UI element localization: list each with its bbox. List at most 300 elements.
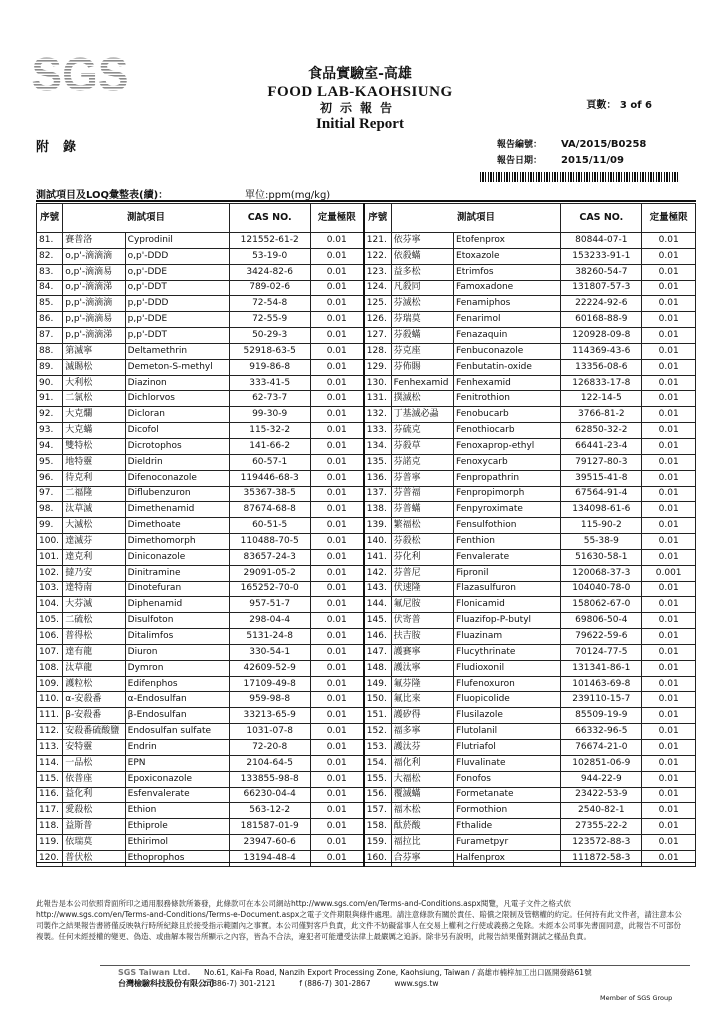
row-number: 152. bbox=[364, 724, 391, 740]
cas-number: 919-86-8 bbox=[229, 359, 310, 375]
item-en: Fenbutatin-oxide bbox=[454, 359, 561, 375]
table-row bbox=[37, 629, 696, 645]
item-zh: 大福松 bbox=[391, 771, 453, 787]
loq-value: 0.01 bbox=[310, 771, 364, 787]
item-en: Flufenoxuron bbox=[454, 676, 561, 692]
item-zh: 汰草龍 bbox=[63, 660, 125, 676]
table-row bbox=[37, 470, 696, 486]
item-en: Fenamiphos bbox=[454, 296, 561, 312]
cas-number: 115-32-2 bbox=[229, 423, 310, 439]
item-zh: o,p'-滴滴滴 bbox=[63, 248, 125, 264]
item-zh: 滅賜松 bbox=[63, 359, 125, 375]
item-en: EPN bbox=[125, 755, 229, 771]
item-zh: 護汰芬 bbox=[391, 740, 453, 756]
table-row bbox=[37, 359, 696, 375]
item-en: Flutolanil bbox=[454, 724, 561, 740]
item-en: Ethion bbox=[125, 803, 229, 819]
item-en: Fluazifop-P-butyl bbox=[454, 613, 561, 629]
cas-number: 83657-24-3 bbox=[229, 549, 310, 565]
item-en: Flonicamid bbox=[454, 597, 561, 613]
item-zh: 益多松 bbox=[391, 264, 453, 280]
loq-value: 0.01 bbox=[310, 470, 364, 486]
item-zh: 伏寄普 bbox=[391, 613, 453, 629]
row-number: 139. bbox=[364, 518, 391, 534]
row-number: 101. bbox=[37, 549, 63, 565]
row-number: 91. bbox=[37, 391, 63, 407]
row-number: 97. bbox=[37, 486, 63, 502]
cas-number: 29091-05-2 bbox=[229, 565, 310, 581]
item-en: Diuron bbox=[125, 644, 229, 660]
cas-number: 181587-01-9 bbox=[229, 819, 310, 835]
item-zh: 待克利 bbox=[63, 470, 125, 486]
cas-number: 298-04-4 bbox=[229, 613, 310, 629]
address: No.61, Kai-Fa Road, Nanzih Export Processing Zone, Kaohsiung, Taiwan / 高雄市楠梓加工出口區開發路61號 bbox=[204, 968, 592, 977]
table-row bbox=[37, 407, 696, 423]
item-zh: 雙特松 bbox=[63, 438, 125, 454]
row-number: 84. bbox=[37, 280, 63, 296]
loq-value: 0.01 bbox=[642, 438, 696, 454]
row-number: 115. bbox=[37, 771, 63, 787]
cas-number: 66441-23-4 bbox=[561, 438, 642, 454]
top-rule bbox=[36, 200, 696, 202]
row-number: 123. bbox=[364, 264, 391, 280]
loq-value: 0.01 bbox=[310, 343, 364, 359]
row-number: 113. bbox=[37, 740, 63, 756]
cas-number: 60-57-1 bbox=[229, 454, 310, 470]
item-zh: 依瑞莫 bbox=[63, 835, 125, 851]
item-en: α-Endosulfan bbox=[125, 692, 229, 708]
cas-number: 69806-50-4 bbox=[561, 613, 642, 629]
loq-value: 0.01 bbox=[642, 850, 696, 866]
loq-value: 0.01 bbox=[642, 835, 696, 851]
item-en: Dinotefuran bbox=[125, 581, 229, 597]
item-zh: 芬普蟎 bbox=[391, 502, 453, 518]
row-number: 132. bbox=[364, 407, 391, 423]
loq-value: 0.01 bbox=[310, 518, 364, 534]
item-en: p,p'-DDT bbox=[125, 328, 229, 344]
loq-value: 0.01 bbox=[642, 629, 696, 645]
loq-value: 0.01 bbox=[642, 407, 696, 423]
cas-number: 120068-37-3 bbox=[561, 565, 642, 581]
item-zh: α-安殺番 bbox=[63, 692, 125, 708]
loq-value: 0.01 bbox=[310, 486, 364, 502]
row-number: 89. bbox=[37, 359, 63, 375]
row-number: 83. bbox=[37, 264, 63, 280]
item-zh: 依普座 bbox=[63, 771, 125, 787]
item-en: Fludioxonil bbox=[454, 660, 561, 676]
item-en: Dimethomorph bbox=[125, 534, 229, 550]
row-number: 125. bbox=[364, 296, 391, 312]
row-number: 135. bbox=[364, 454, 391, 470]
table-row bbox=[37, 803, 696, 819]
loq-value: 0.01 bbox=[642, 248, 696, 264]
cas-number: 13194-48-4 bbox=[229, 850, 310, 866]
loq-value: 0.01 bbox=[642, 391, 696, 407]
cas-number: 3766-81-2 bbox=[561, 407, 642, 423]
cas-number: 131341-86-1 bbox=[561, 660, 642, 676]
appendix-heading: 附錄 bbox=[36, 140, 91, 155]
item-en: p,p'-DDE bbox=[125, 312, 229, 328]
row-number: 100. bbox=[37, 534, 63, 550]
row-number: 90. bbox=[37, 375, 63, 391]
item-en: Fipronil bbox=[454, 565, 561, 581]
loq-value: 0.01 bbox=[642, 296, 696, 312]
row-number: 130. bbox=[364, 375, 391, 391]
item-zh: o,p'-滴滴易 bbox=[63, 264, 125, 280]
loq-value: 0.01 bbox=[310, 549, 364, 565]
item-zh: β-安殺番 bbox=[63, 708, 125, 724]
page-label: 頁數： bbox=[586, 100, 617, 111]
item-en: Dinitramine bbox=[125, 565, 229, 581]
item-zh: 達特南 bbox=[63, 581, 125, 597]
loq-value: 0.01 bbox=[310, 819, 364, 835]
cas-number: 153233-91-1 bbox=[561, 248, 642, 264]
item-en: Ethirimol bbox=[125, 835, 229, 851]
cas-number: 141-66-2 bbox=[229, 438, 310, 454]
row-number: 145. bbox=[364, 613, 391, 629]
cas-number: 133855-98-8 bbox=[229, 771, 310, 787]
col-loq-2: 定量極限 bbox=[642, 204, 696, 233]
loq-value: 0.01 bbox=[310, 248, 364, 264]
header-zh-subtitle: 初示報告 bbox=[319, 100, 400, 115]
cas-number: 35367-38-5 bbox=[229, 486, 310, 502]
sgs-logo-text: SGS bbox=[31, 48, 129, 96]
loq-value: 0.01 bbox=[642, 375, 696, 391]
table-row bbox=[37, 518, 696, 534]
loq-value: 0.01 bbox=[642, 454, 696, 470]
item-en: Fenpropathrin bbox=[454, 470, 561, 486]
item-en: Disulfoton bbox=[125, 613, 229, 629]
item-zh: 芬硫克 bbox=[391, 423, 453, 439]
table-row bbox=[37, 486, 696, 502]
item-en: Furametpyr bbox=[454, 835, 561, 851]
table-row bbox=[37, 644, 696, 660]
item-zh: 芬瑞莫 bbox=[391, 312, 453, 328]
loq-value: 0.01 bbox=[310, 534, 364, 550]
loq-value: 0.01 bbox=[642, 787, 696, 803]
cas-number: 60168-88-9 bbox=[561, 312, 642, 328]
report-no-value: VA/2015/B0258 bbox=[561, 139, 647, 150]
cas-number: 53-19-0 bbox=[229, 248, 310, 264]
cas-number: 60-51-5 bbox=[229, 518, 310, 534]
row-number: 98. bbox=[37, 502, 63, 518]
row-number: 146. bbox=[364, 629, 391, 645]
item-zh: 賽普洛 bbox=[63, 233, 125, 249]
item-zh: 大滅松 bbox=[63, 518, 125, 534]
row-number: 116. bbox=[37, 787, 63, 803]
cas-number: 51630-58-1 bbox=[561, 549, 642, 565]
cas-number: 42609-52-9 bbox=[229, 660, 310, 676]
loq-value: 0.01 bbox=[642, 233, 696, 249]
item-zh: 繁福松 bbox=[391, 518, 453, 534]
col-no-2: 序號 bbox=[364, 204, 391, 233]
header-en-subtitle: Initial Report bbox=[316, 116, 404, 133]
item-en: Fenpyroximate bbox=[454, 502, 561, 518]
loq-value: 0.01 bbox=[310, 233, 364, 249]
loq-value: 0.01 bbox=[310, 375, 364, 391]
item-zh: 安殺番硫酸鹽 bbox=[63, 724, 125, 740]
table-row bbox=[37, 296, 696, 312]
item-zh: 護矽得 bbox=[391, 708, 453, 724]
item-en: Halfenprox bbox=[454, 850, 561, 866]
cas-number: 13356-08-6 bbox=[561, 359, 642, 375]
cas-number: 33213-65-9 bbox=[229, 708, 310, 724]
cas-number: 2540-82-1 bbox=[561, 803, 642, 819]
row-number: 143. bbox=[364, 581, 391, 597]
row-number: 96. bbox=[37, 470, 63, 486]
loq-value: 0.01 bbox=[642, 676, 696, 692]
row-number: 128. bbox=[364, 343, 391, 359]
item-en: Epoxiconazole bbox=[125, 771, 229, 787]
cas-number: 38260-54-7 bbox=[561, 264, 642, 280]
cas-number: 79127-80-3 bbox=[561, 454, 642, 470]
row-number: 103. bbox=[37, 581, 63, 597]
cas-number: 119446-68-3 bbox=[229, 470, 310, 486]
item-zh: 芬滅松 bbox=[391, 296, 453, 312]
loq-value: 0.01 bbox=[310, 613, 364, 629]
row-number: 126. bbox=[364, 312, 391, 328]
cas-number: 131807-57-3 bbox=[561, 280, 642, 296]
header-en-title: FOOD LAB-KAOHSIUNG bbox=[267, 83, 453, 100]
cas-number: 72-55-9 bbox=[229, 312, 310, 328]
loq-value: 0.01 bbox=[310, 438, 364, 454]
item-en: Endosulfan sulfate bbox=[125, 724, 229, 740]
item-en: Diniconazole bbox=[125, 549, 229, 565]
table-row bbox=[37, 850, 696, 866]
cas-number: 333-41-5 bbox=[229, 375, 310, 391]
cas-number: 134098-61-6 bbox=[561, 502, 642, 518]
item-en: Dimethoate bbox=[125, 518, 229, 534]
item-zh: 芬克座 bbox=[391, 343, 453, 359]
footer-rule bbox=[100, 965, 690, 966]
cas-number: 101463-69-8 bbox=[561, 676, 642, 692]
loq-value: 0.01 bbox=[310, 787, 364, 803]
table-row bbox=[37, 660, 696, 676]
loq-value: 0.01 bbox=[642, 502, 696, 518]
cas-number: 67564-91-4 bbox=[561, 486, 642, 502]
item-en: Fenoxycarb bbox=[454, 454, 561, 470]
cas-number: 23422-53-9 bbox=[561, 787, 642, 803]
cas-number: 126833-17-8 bbox=[561, 375, 642, 391]
item-en: Endrin bbox=[125, 740, 229, 756]
item-en: Cyprodinil bbox=[125, 233, 229, 249]
item-en: Dicofol bbox=[125, 423, 229, 439]
cas-number: 99-30-9 bbox=[229, 407, 310, 423]
loq-value: 0.01 bbox=[642, 486, 696, 502]
row-number: 133. bbox=[364, 423, 391, 439]
col-cas-2: CAS NO. bbox=[561, 204, 642, 233]
row-number: 136. bbox=[364, 470, 391, 486]
loq-value: 0.01 bbox=[310, 708, 364, 724]
loq-table bbox=[36, 203, 696, 867]
cas-number: 39515-41-8 bbox=[561, 470, 642, 486]
col-item-2: 測試項目 bbox=[391, 204, 561, 233]
item-zh: 汰草滅 bbox=[63, 502, 125, 518]
report-date-value: 2015/11/09 bbox=[561, 155, 624, 166]
loq-value: 0.01 bbox=[642, 264, 696, 280]
row-number: 148. bbox=[364, 660, 391, 676]
loq-value: 0.01 bbox=[310, 755, 364, 771]
table-row bbox=[37, 280, 696, 296]
item-zh: 扶吉胺 bbox=[391, 629, 453, 645]
report-date-label: 報告日期： bbox=[497, 156, 543, 166]
cas-number: 944-22-9 bbox=[561, 771, 642, 787]
table-row bbox=[37, 787, 696, 803]
phone: t (886-7) 301-2121 bbox=[204, 979, 276, 988]
cas-number: 239110-15-7 bbox=[561, 692, 642, 708]
cas-number: 110488-70-5 bbox=[229, 534, 310, 550]
item-zh: 二硫松 bbox=[63, 613, 125, 629]
loq-value: 0.01 bbox=[642, 771, 696, 787]
loq-value: 0.01 bbox=[642, 803, 696, 819]
cas-number: 23947-60-6 bbox=[229, 835, 310, 851]
row-number: 156. bbox=[364, 787, 391, 803]
row-number: 159. bbox=[364, 835, 391, 851]
item-zh: 益化利 bbox=[63, 787, 125, 803]
table-row bbox=[37, 819, 696, 835]
item-zh: 依芬寧 bbox=[391, 233, 453, 249]
loq-value: 0.01 bbox=[642, 755, 696, 771]
cas-number: 104040-78-0 bbox=[561, 581, 642, 597]
row-number: 102. bbox=[37, 565, 63, 581]
row-number: 140. bbox=[364, 534, 391, 550]
col-item: 測試項目 bbox=[63, 204, 229, 233]
page-number bbox=[586, 96, 652, 111]
item-en: Fenoxaprop-ethyl bbox=[454, 438, 561, 454]
item-zh: 氟芬隆 bbox=[391, 676, 453, 692]
report-header bbox=[230, 66, 490, 133]
item-zh: 氟比來 bbox=[391, 692, 453, 708]
item-zh: 芬佈賜 bbox=[391, 359, 453, 375]
cas-number: 62-73-7 bbox=[229, 391, 310, 407]
cas-number: 66332-96-5 bbox=[561, 724, 642, 740]
item-en: Ditalimfos bbox=[125, 629, 229, 645]
cas-number: 27355-22-2 bbox=[561, 819, 642, 835]
table-row bbox=[37, 740, 696, 756]
item-zh: 合芬寧 bbox=[391, 850, 453, 866]
col-cas: CAS NO. bbox=[229, 204, 310, 233]
barcode bbox=[480, 172, 680, 182]
item-en: Ethiprole bbox=[125, 819, 229, 835]
row-number: 104. bbox=[37, 597, 63, 613]
row-number: 151. bbox=[364, 708, 391, 724]
row-number: 147. bbox=[364, 644, 391, 660]
item-zh: 地特靈 bbox=[63, 454, 125, 470]
cas-number: 114369-43-6 bbox=[561, 343, 642, 359]
row-number: 158. bbox=[364, 819, 391, 835]
table-row bbox=[37, 597, 696, 613]
table-row bbox=[37, 375, 696, 391]
item-zh: 達克利 bbox=[63, 549, 125, 565]
loq-value: 0.01 bbox=[310, 629, 364, 645]
item-en: Diazinon bbox=[125, 375, 229, 391]
website[interactable]: www.sgs.tw bbox=[394, 979, 439, 988]
loq-value: 0.01 bbox=[642, 581, 696, 597]
cas-number: 2104-64-5 bbox=[229, 755, 310, 771]
loq-value: 0.01 bbox=[310, 692, 364, 708]
table-row bbox=[37, 248, 696, 264]
item-zh: 芬化利 bbox=[391, 549, 453, 565]
cas-number: 72-20-8 bbox=[229, 740, 310, 756]
row-number: 149. bbox=[364, 676, 391, 692]
item-en: Fenbuconazole bbox=[454, 343, 561, 359]
row-number: 111. bbox=[37, 708, 63, 724]
cas-number: 3424-82-6 bbox=[229, 264, 310, 280]
loq-value: 0.01 bbox=[642, 534, 696, 550]
loq-value: 0.01 bbox=[642, 549, 696, 565]
row-number: 127. bbox=[364, 328, 391, 344]
item-zh: 丁基滅必蝨 bbox=[391, 407, 453, 423]
item-en: Deltamethrin bbox=[125, 343, 229, 359]
item-en: Dicloran bbox=[125, 407, 229, 423]
item-zh: 覆滅蟎 bbox=[391, 787, 453, 803]
loq-value: 0.01 bbox=[310, 359, 364, 375]
table-row bbox=[37, 771, 696, 787]
disclaimer: 此報告是本公司依照背面所印之通用服務條款所簽發，此條款可在本公司網站http://www.sgs.com/en/Terms-and-Conditions.aspx閱覽，凡電子文件之格式依http://www.sgs.com/en/Terms-and-Conditions/Terms-e-Document.aspx之電子文件期限與條件處理。請注意條款有關於責任、賠償之限制及管轄權的約定。任何持有此文件者，請注意本公司製作之結果報告書將僅反映執行時所紀錄且於接受指示範圍內之事實。本公司僅對客戶負責，此文件不妨礙當事人在交易上權利之行使或義務之免除。未經本公司事先書面同意，此報告不可部份複製。任何未經授權的變更、偽造、或曲解本報告所顯示之內容，皆為不合法，違犯者可能遭受法律上最嚴厲之追訴。除非另有說明，此報告結果僅對測試之樣品負責。 bbox=[36, 899, 682, 941]
cas-number: 122-14-5 bbox=[561, 391, 642, 407]
row-number: 109. bbox=[37, 676, 63, 692]
loq-value: 0.01 bbox=[310, 597, 364, 613]
loq-value: 0.01 bbox=[642, 644, 696, 660]
item-en: Famoxadone bbox=[454, 280, 561, 296]
item-zh: 二氯松 bbox=[63, 391, 125, 407]
row-number: 81. bbox=[37, 233, 63, 249]
company-zh: 台灣檢驗科技股份有限公司 bbox=[118, 979, 214, 988]
table-row bbox=[37, 328, 696, 344]
row-number: 122. bbox=[364, 248, 391, 264]
item-en: Fenazaquin bbox=[454, 328, 561, 344]
item-en: o,p'-DDE bbox=[125, 264, 229, 280]
item-zh: p,p'-滴滴涕 bbox=[63, 328, 125, 344]
item-zh: 護汰寧 bbox=[391, 660, 453, 676]
address-block bbox=[204, 967, 592, 989]
row-number: 121. bbox=[364, 233, 391, 249]
row-number: 112. bbox=[37, 724, 63, 740]
row-number: 93. bbox=[37, 423, 63, 439]
loq-value: 0.01 bbox=[642, 692, 696, 708]
row-number: 150. bbox=[364, 692, 391, 708]
loq-value: 0.01 bbox=[310, 296, 364, 312]
loq-value: 0.01 bbox=[642, 423, 696, 439]
item-zh: 伏速隆 bbox=[391, 581, 453, 597]
sgs-logo bbox=[30, 48, 130, 96]
row-number: 144. bbox=[364, 597, 391, 613]
row-number: 134. bbox=[364, 438, 391, 454]
item-zh: 大克蟎 bbox=[63, 423, 125, 439]
item-en: Edifenphos bbox=[125, 676, 229, 692]
table-row bbox=[37, 692, 696, 708]
row-number: 154. bbox=[364, 755, 391, 771]
cas-number: 120928-09-8 bbox=[561, 328, 642, 344]
item-en: o,p'-DDD bbox=[125, 248, 229, 264]
item-en: Dicrotophos bbox=[125, 438, 229, 454]
cas-number: 66230-04-4 bbox=[229, 787, 310, 803]
item-en: Etoxazole bbox=[454, 248, 561, 264]
item-zh: 普伏松 bbox=[63, 850, 125, 866]
cas-number: 1031-07-8 bbox=[229, 724, 310, 740]
item-zh: p,p'-滴滴滴 bbox=[63, 296, 125, 312]
loq-value: 0.01 bbox=[310, 724, 364, 740]
item-zh: 大芬滅 bbox=[63, 597, 125, 613]
loq-value: 0.01 bbox=[642, 359, 696, 375]
row-number: 131. bbox=[364, 391, 391, 407]
item-zh: 酞菸酸 bbox=[391, 819, 453, 835]
row-number: 119. bbox=[37, 835, 63, 851]
item-en: Fluopicolide bbox=[454, 692, 561, 708]
cas-number: 85509-19-9 bbox=[561, 708, 642, 724]
item-en: Diphenamid bbox=[125, 597, 229, 613]
table-header-row bbox=[37, 204, 696, 233]
